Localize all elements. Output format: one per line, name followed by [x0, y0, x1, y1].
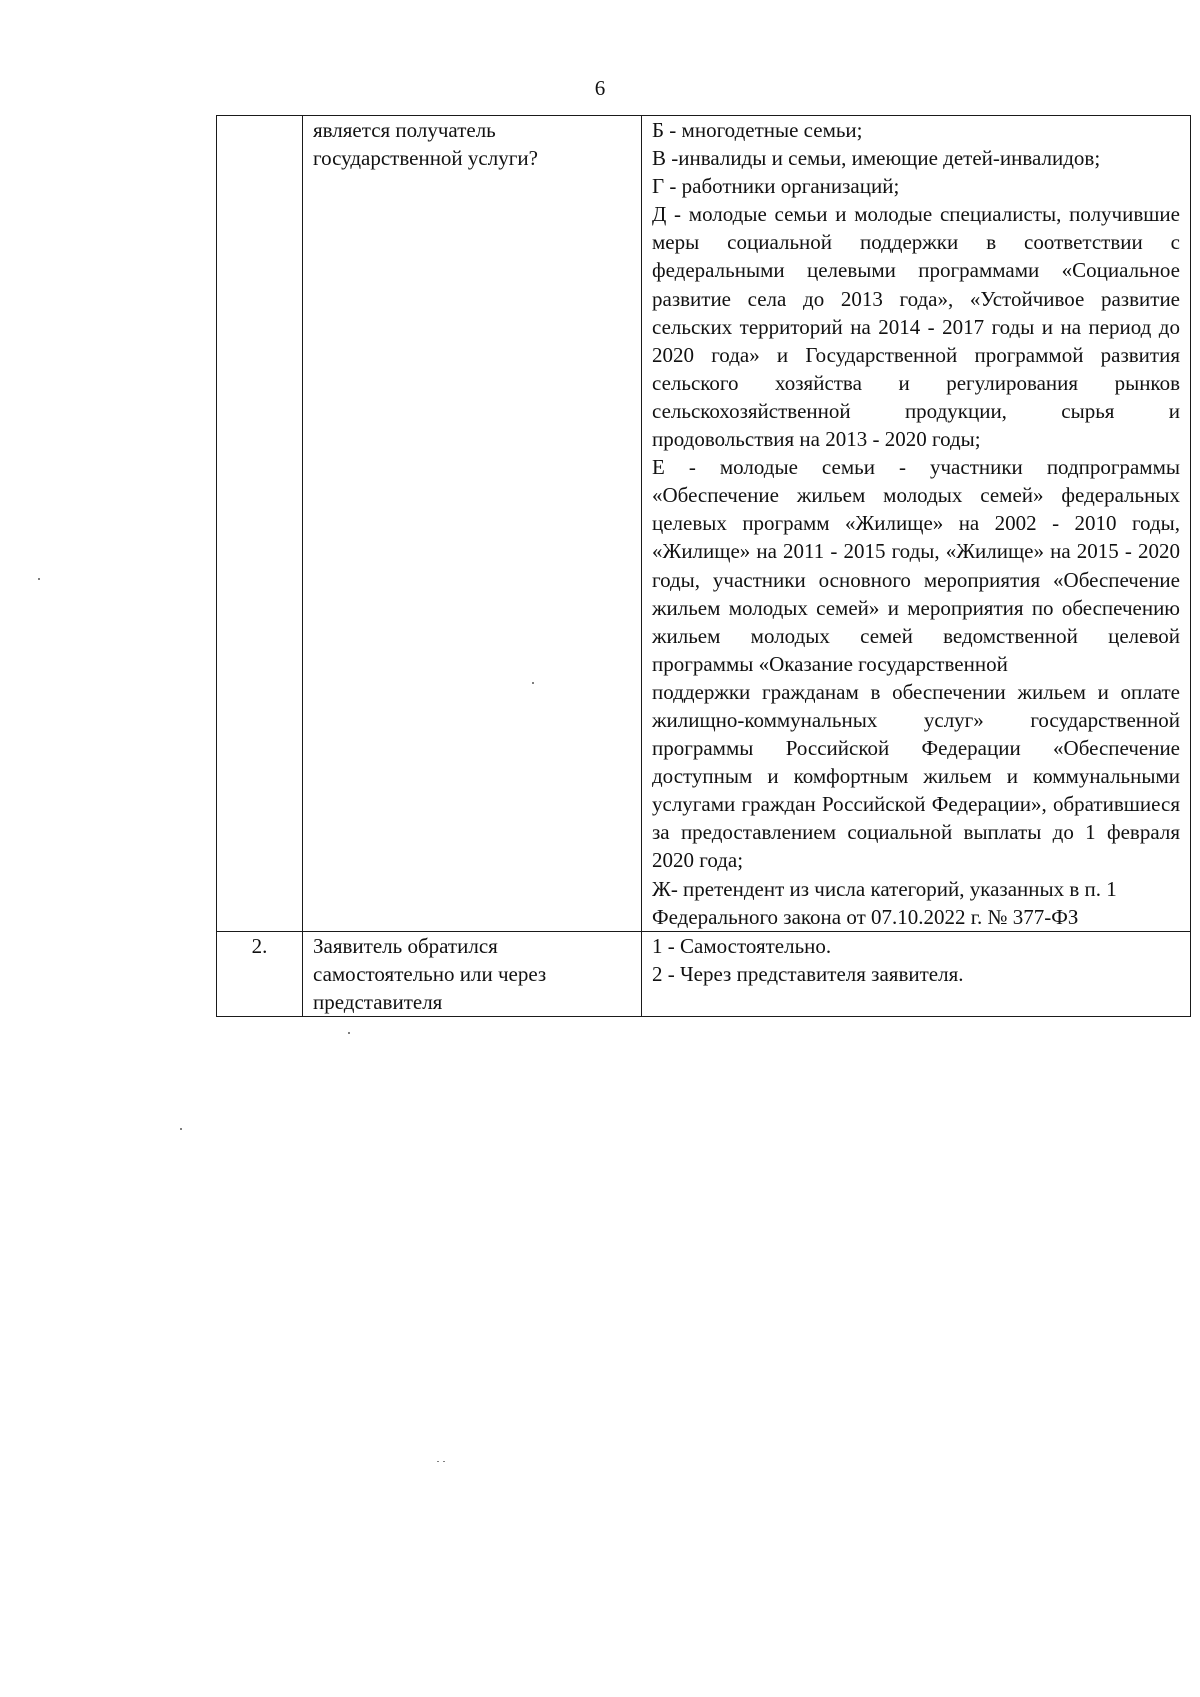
answer-option-d: Д - молодые семьи и молодые специалисты, получившие меры социальной поддержки в соответствии с федеральными целевыми программами «Социальное развитие села до 2013 года», «Устойчивое развитие сельских территорий на 2014 - 2017 годы и на период до 2020 года» и Государственной программой развития сельского хозяйства и регулирования рынков сельскохозяйственной продукции, сырья и продовольствия на 2013 - 2020 годы; — [652, 202, 1180, 452]
questionnaire-table — [216, 115, 1191, 1017]
scan-speck — [443, 1461, 445, 1462]
answer-option-v: В -инвалиды и семьи, имеющие детей-инвалидов; — [652, 146, 1101, 171]
answer-options-cell — [642, 116, 1191, 932]
answer-option-e: Е - молодые семьи - участники подпрограммы «Обеспечение жильем молодых семей» федеральных целевых программ «Жилище» на 2002 - 2010 годы, «Жилище» на 2011 - 2015 годы, «Жилище» на 2015 - 2020 годы, участники основного мероприятия «Обеспечение жильем молодых семей» и мероприятия по обеспечению жильем молодых семей ведомственной целевой программы «Оказание государственной — [652, 455, 1180, 676]
answer-option-1: 1 - Самостоятельно. — [652, 933, 832, 958]
row-number-cell: 2. — [217, 931, 303, 1016]
scan-speck — [532, 682, 534, 684]
answer-options-cell — [642, 931, 1191, 1016]
scan-speck — [437, 1461, 439, 1462]
scan-speck — [38, 578, 40, 580]
answer-option-b: Б - многодетные семьи; — [652, 118, 863, 142]
question-text: является получатель государственной услуги? — [313, 118, 538, 171]
row-number-cell — [217, 116, 303, 932]
question-cell — [303, 931, 642, 1016]
answer-option-2: 2 - Через представителя заявителя. — [652, 961, 964, 986]
answer-option-zh: Ж- претендент из числа категорий, указанных в п. 1 Федерального закона от 07.10.2022 г. № 377-ФЗ — [652, 876, 1117, 929]
table-row — [217, 116, 1191, 932]
answer-option-e-continued: поддержки гражданам в обеспечении жильем и оплате жилищно-коммунальных услуг» государственной программы Российской Федерации «Обеспечение доступным и комфортным жильем и коммунальными услугами граждан Российской Федерации», обратившиеся за предоставлением социальной выплаты до 1 февраля 2020 года; — [652, 679, 1180, 873]
question-text: Заявитель обратился самостоятельно или через представителя — [313, 933, 547, 1014]
page-number: 6 — [594, 76, 606, 100]
scan-speck — [180, 1128, 182, 1130]
answer-option-g: Г - работники организаций; — [652, 174, 900, 199]
question-cell — [303, 116, 642, 932]
table-row — [217, 931, 1191, 1016]
scan-speck — [348, 1032, 350, 1034]
